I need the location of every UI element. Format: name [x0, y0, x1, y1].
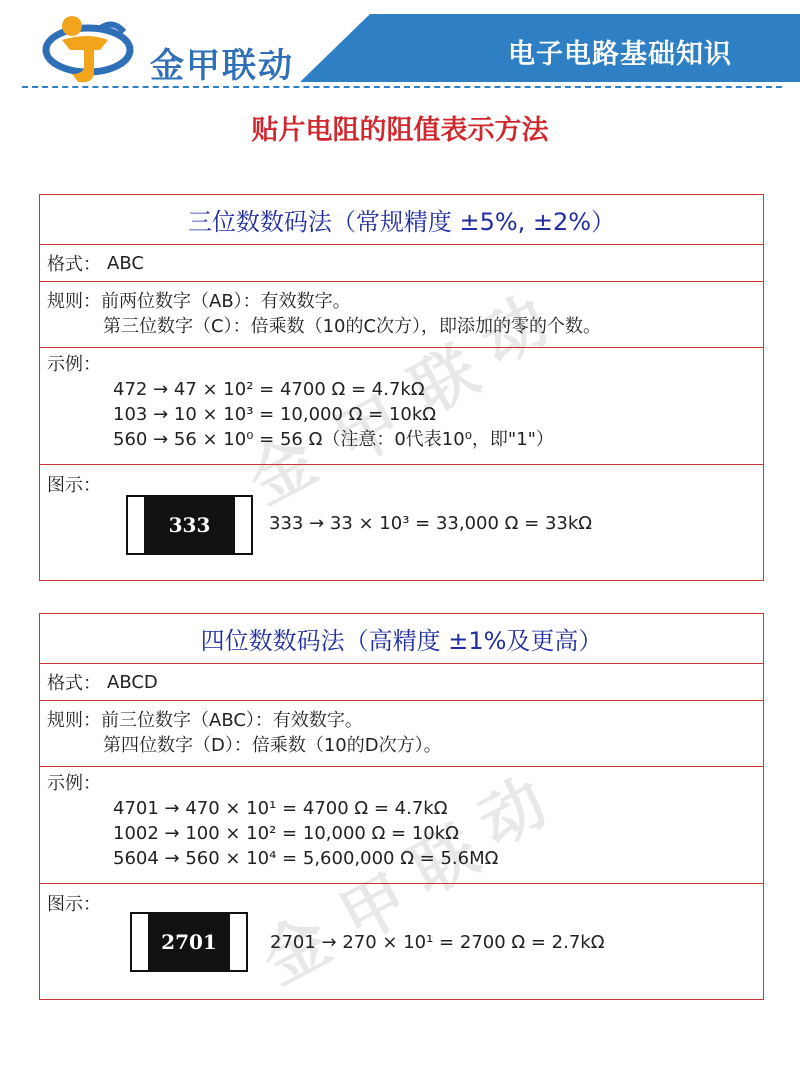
example-line: 560 → 56 × 10⁰ = 56 Ω（注意：0代表10⁰，即"1"）: [113, 429, 554, 450]
example-line: 5604 → 560 × 10⁴ = 5,600,000 Ω = 5.6MΩ: [113, 848, 499, 869]
examples-row: [40, 767, 763, 884]
rules-row: [40, 282, 763, 348]
watermark-char: 金: [237, 423, 329, 519]
format-value: ABCD: [107, 671, 158, 693]
rule-text: 第四位数字（D）：倍乘数（10的D次方）。: [103, 735, 442, 756]
rules-label: 规则：: [47, 291, 101, 312]
watermark-char: 甲: [329, 861, 421, 957]
example-line: 472 → 47 × 10² = 4700 Ω = 4.7kΩ: [113, 379, 425, 400]
section-heading: 四位数数码法（高精度 ±1%及更高）: [40, 614, 763, 664]
format-value: ABC: [107, 252, 144, 274]
watermark-char: 甲: [323, 383, 415, 479]
section-heading: 三位数数码法（常规精度 ±5%, ±2%）: [40, 195, 763, 245]
examples-label: 示例：: [47, 354, 101, 375]
header: [0, 0, 800, 90]
smd-resistor-figure: [130, 912, 248, 972]
example-line: 103 → 10 × 10³ = 10,000 Ω = 10kΩ: [113, 404, 437, 425]
three-digit-code-table: [39, 194, 764, 581]
page-title: 贴片电阻的阻值表示方法: [251, 115, 549, 146]
jinjia-logo-icon: [42, 10, 134, 86]
resistor-code: 2701: [148, 914, 230, 970]
logo-text: 金甲联动: [150, 46, 294, 86]
figure-label: 图示：: [47, 894, 101, 915]
example-line: 4701 → 470 × 10¹ = 4700 Ω = 4.7kΩ: [113, 798, 448, 819]
format-label: 格式：: [47, 673, 101, 694]
resistor-code: 333: [144, 497, 235, 553]
figure-caption: 333 → 33 × 10³ = 33,000 Ω = 33kΩ: [269, 513, 593, 534]
figure-row: [40, 465, 763, 580]
rule-text: 第三位数字（C）：倍乘数（10的C次方），即添加的零的个数。: [103, 316, 602, 337]
smd-resistor-figure: [126, 495, 253, 555]
watermark-char: 金: [251, 903, 343, 999]
watermark-char: 联: [399, 813, 491, 909]
header-divider: [22, 86, 782, 88]
figure-label: 图示：: [47, 475, 101, 496]
rule-text: 前两位数字（AB）：有效数字。: [101, 291, 351, 312]
example-line: 1002 → 100 × 10² = 10,000 Ω = 10kΩ: [113, 823, 459, 844]
rules-label: 规则：: [47, 710, 101, 731]
watermark-char: 动: [469, 283, 561, 379]
format-row: [40, 664, 763, 701]
examples-row: [40, 348, 763, 465]
watermark-char: 动: [467, 765, 559, 861]
format-row: [40, 245, 763, 282]
format-label: 格式：: [47, 254, 101, 275]
four-digit-code-table: [39, 613, 764, 1000]
figure-row: [40, 884, 763, 999]
watermark-char: 联: [399, 333, 491, 429]
rules-row: [40, 701, 763, 767]
figure-caption: 2701 → 270 × 10¹ = 2700 Ω = 2.7kΩ: [270, 932, 605, 953]
header-title: 电子电路基础知识: [508, 39, 732, 70]
rule-text: 前三位数字（ABC）：有效数字。: [101, 710, 363, 731]
examples-label: 示例：: [47, 773, 101, 794]
